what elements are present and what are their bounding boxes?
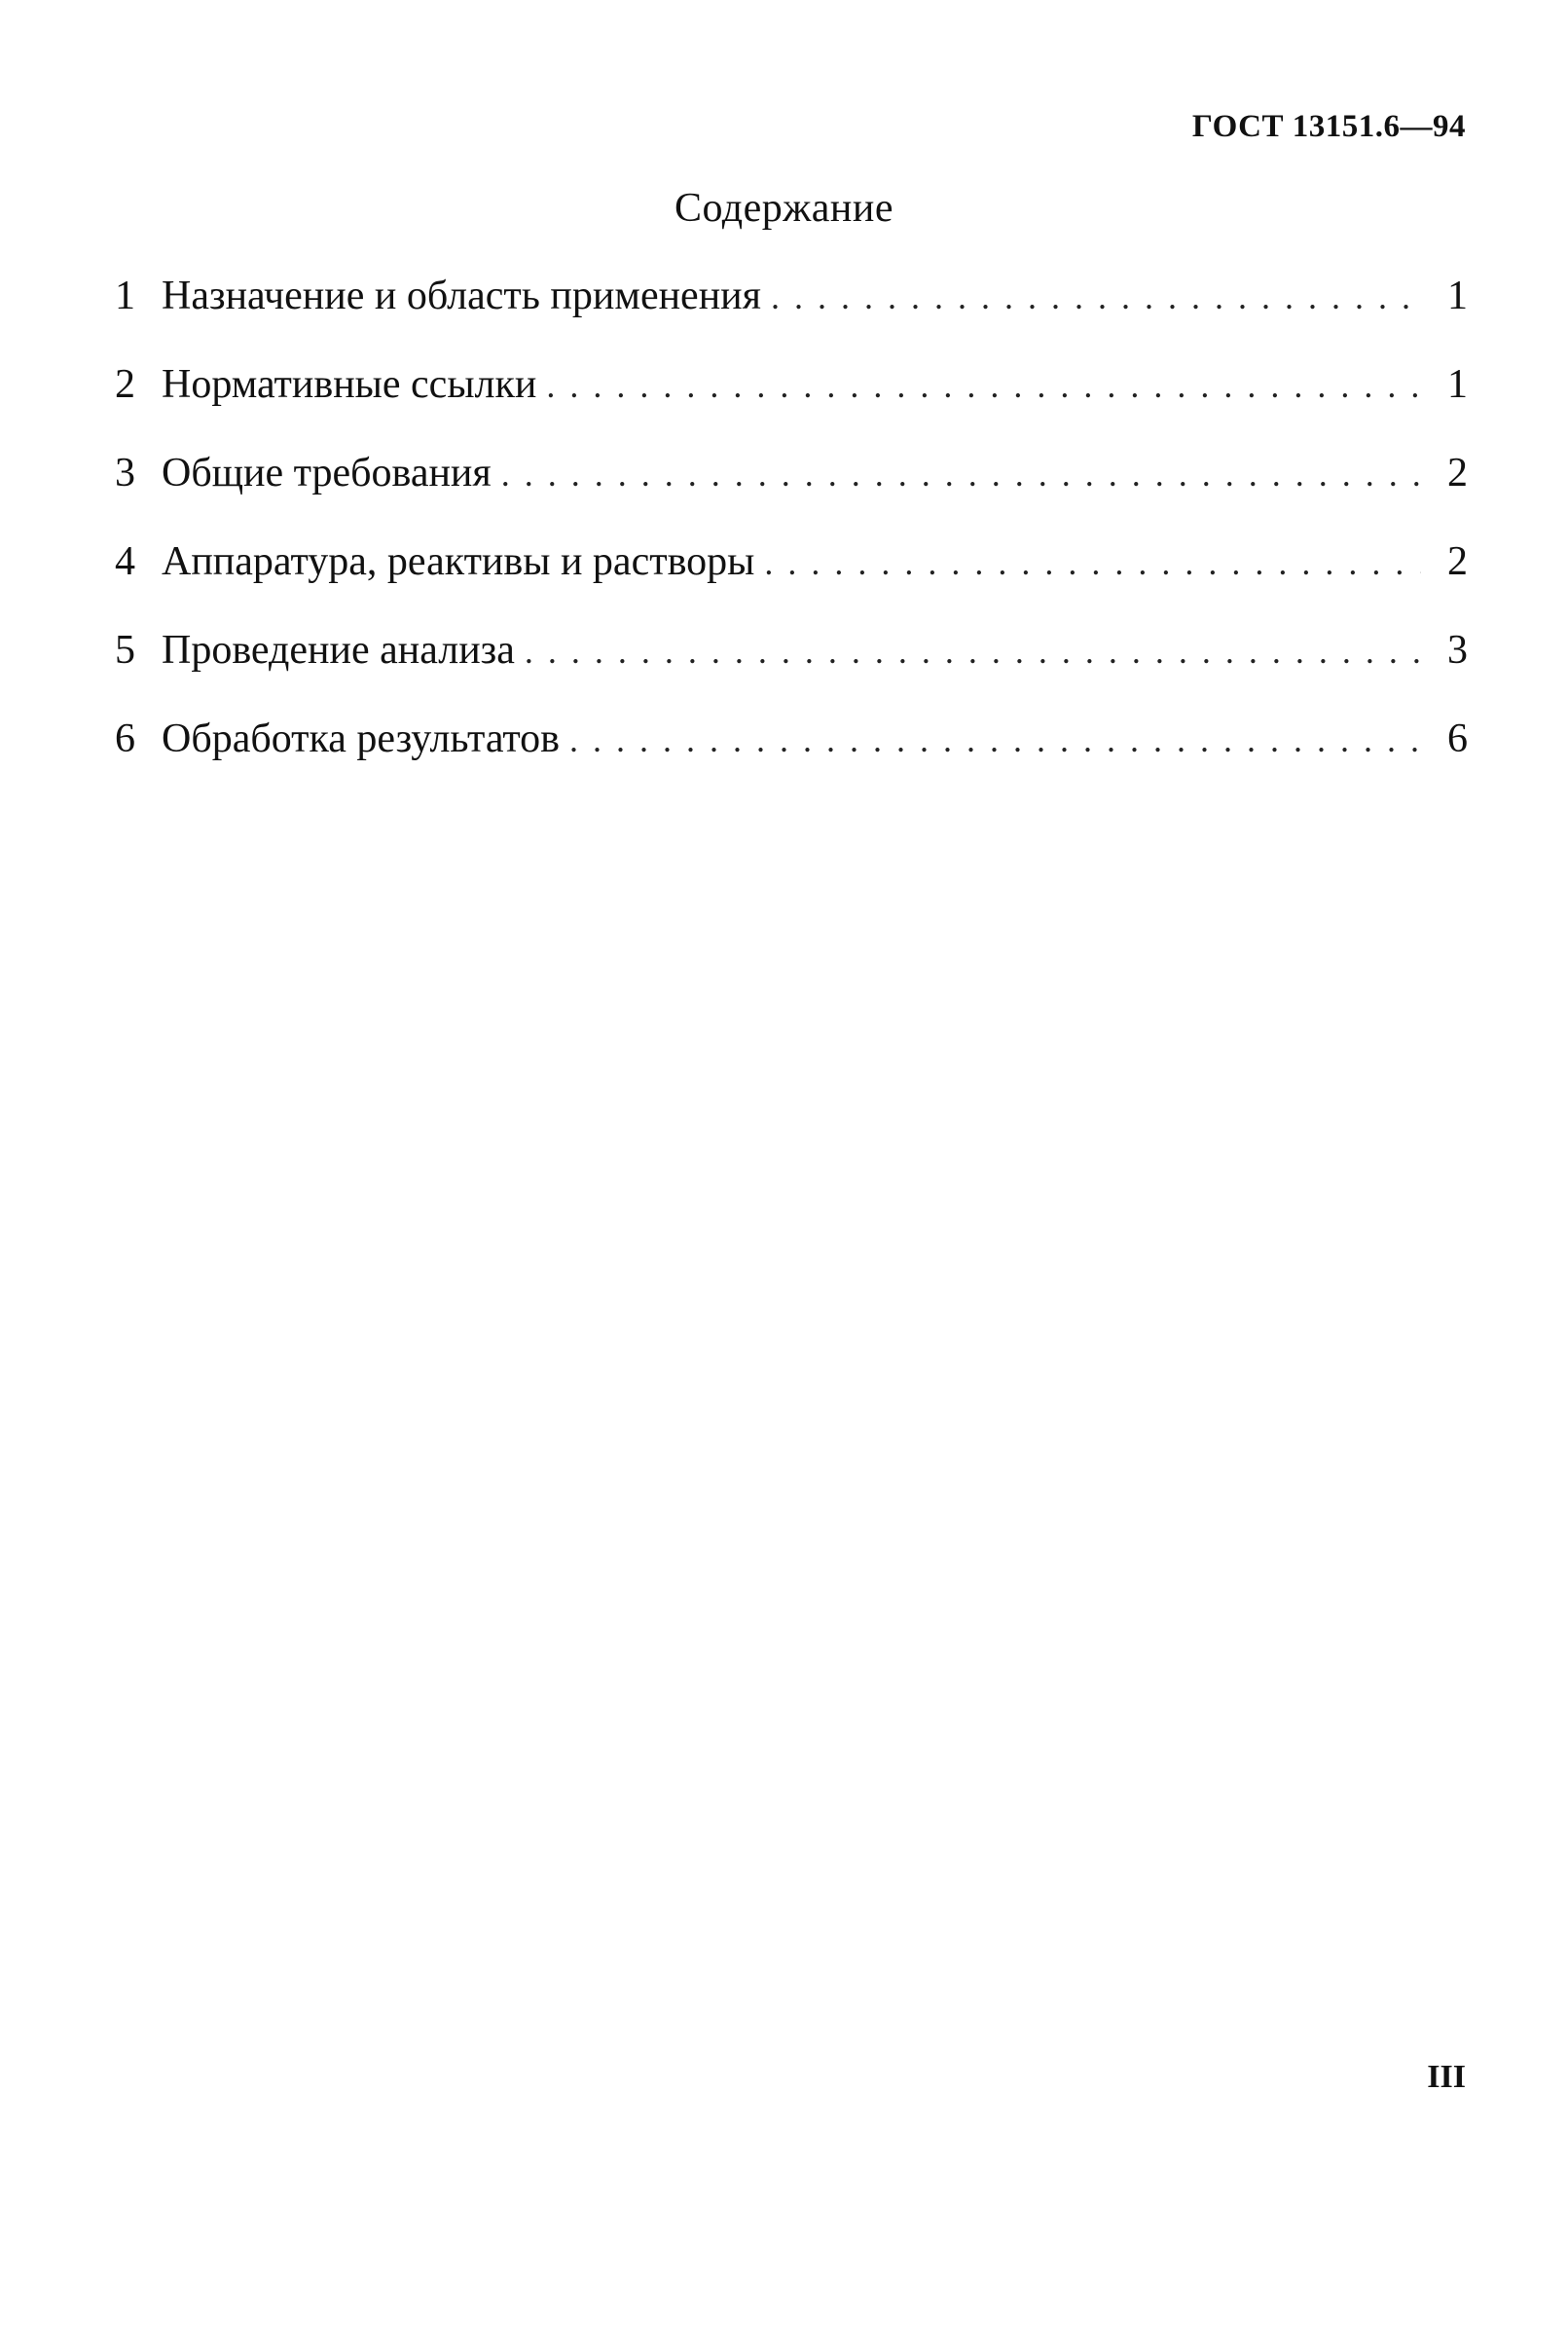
toc-dot-leader	[501, 454, 1421, 495]
toc-entry-page: 1	[1447, 362, 1468, 407]
toc-entry-page: 6	[1447, 716, 1468, 761]
toc-entry-number: 5	[115, 628, 135, 673]
page-number: III	[1427, 2059, 1466, 2095]
toc-entry-number: 2	[115, 362, 135, 407]
document-code: ГОСТ 13151.6—94	[1191, 109, 1466, 144]
toc-entry-label: Нормативные ссылки	[162, 362, 537, 407]
toc-entry-6	[115, 716, 1468, 804]
toc-dot-leader	[569, 719, 1421, 760]
toc-entry-page: 1	[1447, 274, 1468, 318]
toc-entry-number: 6	[115, 716, 135, 761]
toc-dot-leader	[525, 631, 1421, 672]
toc-entry-4	[115, 538, 1468, 627]
toc-entry-1	[115, 273, 1468, 361]
toc-entry-number: 1	[115, 274, 135, 318]
toc-entry-label: Назначение и область применения	[162, 274, 761, 318]
toc-entry-5	[115, 627, 1468, 716]
toc-entry-page: 2	[1447, 539, 1468, 584]
toc-entry-page: 3	[1447, 628, 1468, 673]
toc-dot-leader	[771, 276, 1421, 317]
toc-entry-label: Аппаратура, реактивы и растворы	[162, 539, 755, 584]
toc-entry-label: Обработка результатов	[162, 716, 561, 761]
toc-dot-leader	[546, 365, 1421, 406]
toc-dot-leader	[764, 542, 1421, 583]
toc-entry-number: 4	[115, 539, 135, 584]
toc-entry-3	[115, 450, 1468, 538]
toc-entry-label: Проведение анализа	[162, 628, 515, 673]
table-of-contents	[115, 273, 1468, 804]
toc-entry-number: 3	[115, 451, 135, 495]
toc-title: Содержание	[674, 186, 894, 231]
toc-entry-page: 2	[1447, 451, 1468, 495]
toc-entry-label: Общие требования	[162, 451, 492, 495]
toc-entry-2	[115, 361, 1468, 450]
